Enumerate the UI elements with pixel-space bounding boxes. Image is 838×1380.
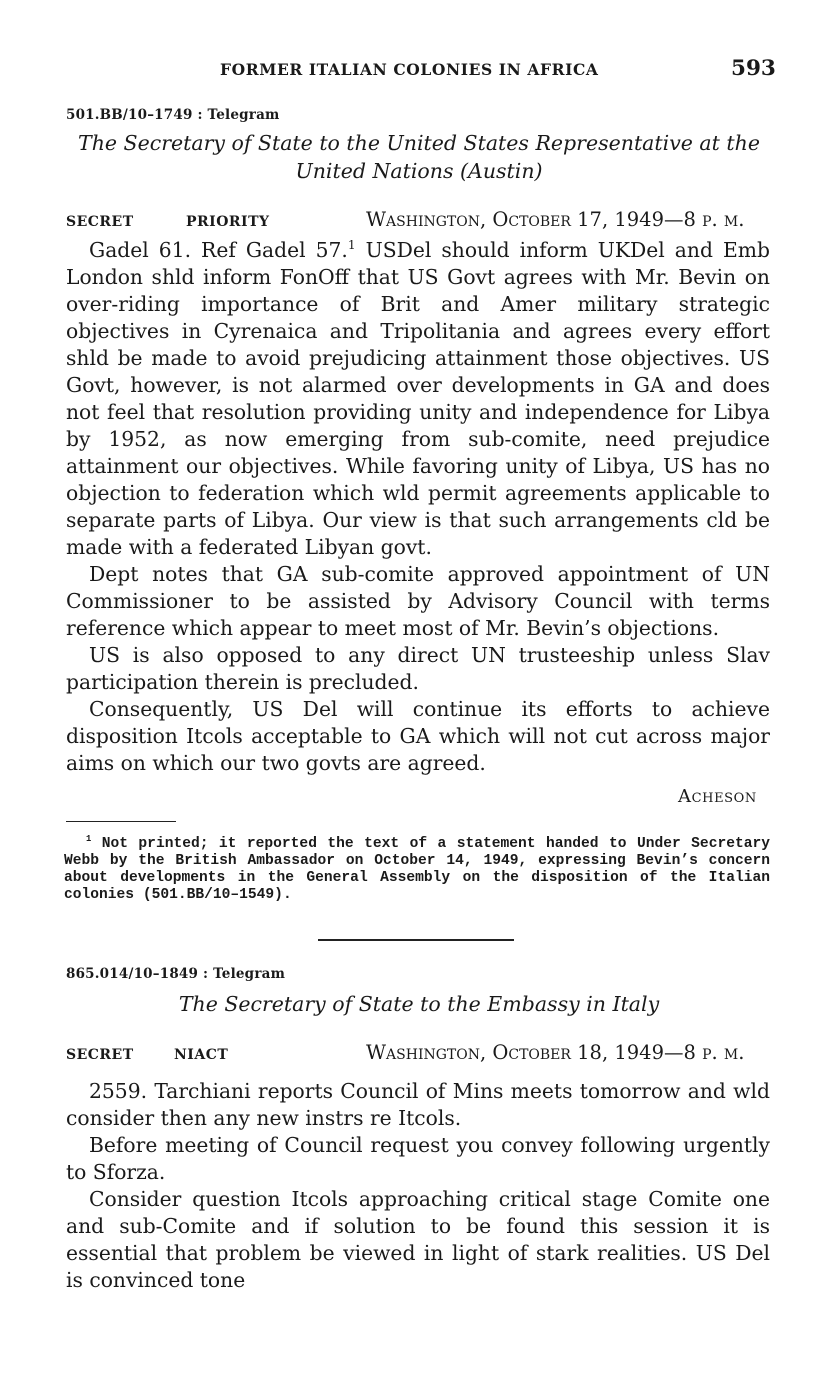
doc1-title-line2: United Nations (Austin) bbox=[295, 159, 543, 183]
doc2-paragraph-2: Before meeting of Council request you convey following urgently to Sforza. bbox=[66, 1133, 770, 1184]
doc1-dateline: Washington, October 17, 1949—8 p. m. bbox=[366, 208, 745, 231]
footnote-reference-marker: 1 bbox=[347, 238, 356, 253]
section-divider bbox=[318, 939, 514, 941]
doc2-body bbox=[66, 1078, 770, 1294]
doc2-dateline: Washington, October 18, 1949—8 p. m. bbox=[366, 1041, 745, 1064]
doc1-paragraph-2: Dept notes that GA sub-comite approved appointment of UN Commissioner to be assisted by Advisory Council with terms reference which appear to meet most of Mr. Bevin’s objections. bbox=[66, 562, 770, 640]
doc1-paragraph-1-lead: Gadel 61. Ref Gadel 57. bbox=[89, 238, 348, 262]
doc2-file-reference: 865.014/10–1849 : Telegram bbox=[66, 966, 286, 982]
footnote-marker: 1 bbox=[86, 834, 92, 845]
footnote-rule bbox=[66, 821, 176, 822]
doc1-file-reference: 501.BB/10–1749 : Telegram bbox=[66, 107, 280, 123]
doc1-paragraph-1-text: USDel should inform UKDel and Emb London shld inform FonOff that US Govt agrees with Mr. Bevin on over-riding importance of Brit and Amer military strategic objectives in Cyrenaica and Tripolitania and agrees every effort shld be made to avoid prejudicing attainment those objectives. US Govt, however, is not alarmed over developments in GA and does not feel that resolution providing unity and independence for Libya by 1952, as now emerging from sub-comite, need prejudice attainment our objectives. While favoring unity of Libya, US has no objection to federation which wld permit agreements applicable to separate parts of Libya. Our view is that such arrangements cld be made with a federated Libyan govt. bbox=[66, 238, 770, 559]
doc2-paragraph-1: 2559. Tarchiani reports Council of Mins meets tomorrow and wld consider then any new instrs re Itcols. bbox=[66, 1079, 770, 1130]
doc1-footnote bbox=[64, 836, 770, 904]
doc2-classification: SECRET bbox=[66, 1047, 134, 1063]
doc1-paragraph-3: US is also opposed to any direct UN trusteeship unless Slav participation therein is precluded. bbox=[66, 643, 770, 694]
doc1-paragraph-1 bbox=[66, 237, 770, 561]
page-number: 593 bbox=[731, 56, 776, 81]
doc1-body bbox=[66, 237, 770, 777]
doc2-title: The Secretary of State to the Embassy in Italy bbox=[178, 992, 660, 1016]
doc1-title-line1: The Secretary of State to the United States Representative at the bbox=[78, 131, 760, 155]
running-header-title: FORMER ITALIAN COLONIES IN AFRICA bbox=[220, 60, 599, 79]
doc1-priority: PRIORITY bbox=[186, 214, 270, 230]
doc2-priority: NIACT bbox=[174, 1047, 229, 1063]
doc1-paragraph-4: Consequently, US Del will continue its efforts to achieve disposition Itcols acceptable to GA which will not cut across major aims on which our two govts are agreed. bbox=[66, 697, 770, 775]
doc1-signature: Acheson bbox=[678, 786, 757, 807]
footnote-text: Not printed; it reported the text of a statement handed to Under Secretary Webb by the British Ambassador on October 14, 1949, expressing Bevin’s concern about developments in the General Assembly on the disposition of the Italian colonies (501.BB/10–1549). bbox=[64, 836, 770, 903]
doc1-classification: SECRET bbox=[66, 214, 134, 230]
doc2-paragraph-3: Consider question Itcols approaching critical stage Comite one and sub-Comite and if solution to be found this session it is essential that problem be viewed in light of stark realities. US Del is convinced tone bbox=[66, 1187, 770, 1292]
doc1-footnote-paragraph bbox=[64, 836, 770, 904]
